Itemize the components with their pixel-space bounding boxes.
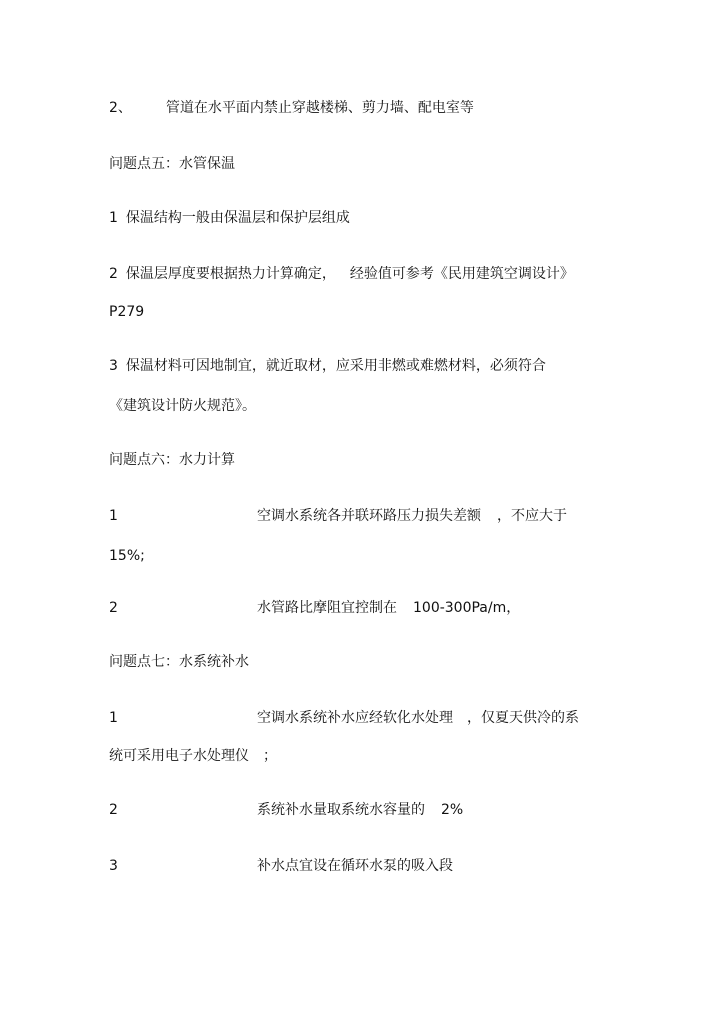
item-text-continued: ，不应大于 xyxy=(497,508,567,524)
list-item xyxy=(109,856,453,876)
section-heading xyxy=(109,652,249,672)
list-item xyxy=(109,208,350,228)
item-number: 2 xyxy=(109,802,118,818)
list-item xyxy=(109,264,574,284)
list-item xyxy=(109,506,567,526)
section-heading xyxy=(109,154,235,174)
continuation-line xyxy=(109,302,144,322)
list-item xyxy=(109,800,464,820)
item-number: 2 xyxy=(109,266,118,282)
page-reference: P279 xyxy=(109,304,145,320)
item-number: 2、 xyxy=(109,100,132,116)
item-text-punct: ； xyxy=(263,748,277,764)
heading-text: 问题点六：水力计算 xyxy=(109,452,235,468)
item-text-continued: ，仅夏天供冷的系 xyxy=(467,710,579,726)
list-item xyxy=(109,98,474,118)
heading-text: 问题点五：水管保温 xyxy=(109,156,235,172)
heading-text: 问题点七：水系统补水 xyxy=(109,654,249,670)
item-text: 管道在水平面内禁止穿越楼梯、剪力墙、配电室等 xyxy=(165,100,474,116)
item-value: 100-300Pa/m， xyxy=(413,600,521,616)
item-number: 1 xyxy=(109,508,118,524)
continuation-line xyxy=(109,396,256,416)
item-number: 3 xyxy=(109,358,118,374)
item-number: 1 xyxy=(109,710,118,726)
item-text: 保温层厚度要根据热力计算确定， xyxy=(125,266,336,282)
item-text: 保温材料可因地制宜，就近取材，应采用非燃或难燃材料，必须符合 xyxy=(125,358,546,374)
continuation-line xyxy=(109,546,145,566)
section-heading xyxy=(109,450,235,470)
item-text: 补水点宜设在循环水泵的吸入段 xyxy=(257,858,453,874)
item-text-continued: 统可采用电子水处理仪 xyxy=(109,748,249,764)
item-text-continued: 《建筑设计防火规范》。 xyxy=(109,398,256,414)
list-item xyxy=(109,598,521,618)
item-number: 3 xyxy=(109,858,118,874)
item-text: 保温结构一般由保温层和保护层组成 xyxy=(125,210,350,226)
item-text: 空调水系统各并联环路压力损失差额 xyxy=(257,508,481,524)
item-number: 1 xyxy=(109,210,118,226)
item-text-continued: 15%; xyxy=(109,548,145,564)
item-text-continued: 经验值可参考《民用建筑空调设计》 xyxy=(349,266,574,282)
list-item xyxy=(109,356,546,376)
continuation-line xyxy=(109,746,277,766)
item-number: 2 xyxy=(109,600,118,616)
item-text: 水管路比摩阻宜控制在 xyxy=(257,600,397,616)
item-text: 系统补水量取系统水容量的 xyxy=(257,802,425,818)
item-value: 2% xyxy=(441,802,464,818)
item-text: 空调水系统补水应经软化水处理 xyxy=(257,710,453,726)
list-item xyxy=(109,708,579,728)
